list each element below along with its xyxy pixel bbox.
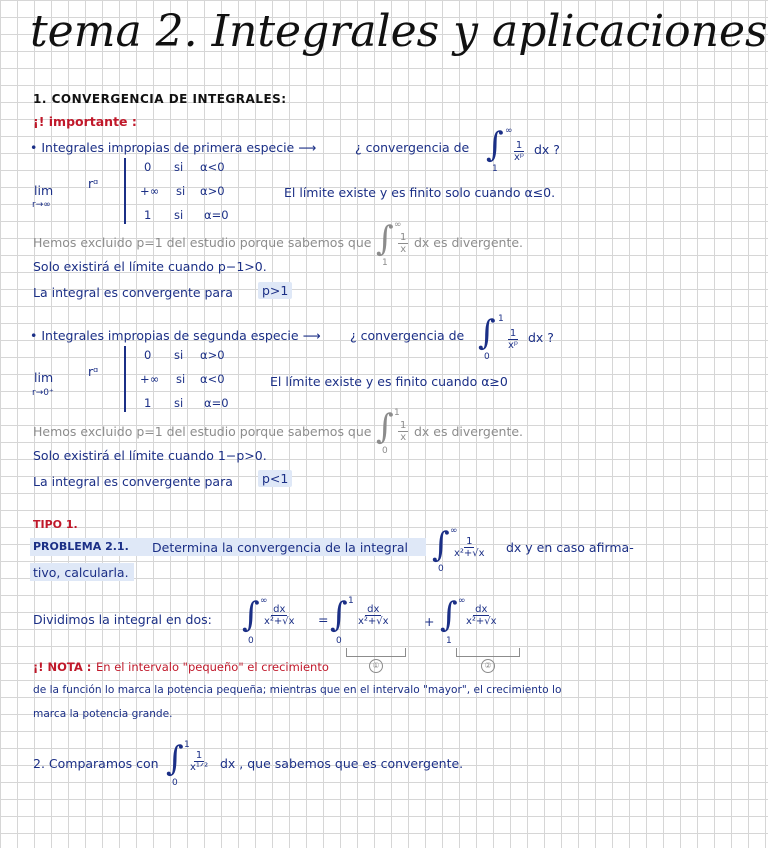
- tipo-label: TIPO 1.: [33, 518, 78, 531]
- case-3-cond: si: [174, 208, 184, 222]
- lim-sub-1: r→∞: [32, 200, 51, 210]
- step2-integrand: [188, 750, 210, 773]
- first-kind-question: ¿ convergencia de: [355, 140, 470, 155]
- int2-den: xᵖ: [508, 340, 519, 351]
- split-int-2: ∫: [330, 595, 348, 635]
- case-1-val: 0: [144, 160, 152, 174]
- case2-3-val: 1: [144, 396, 152, 410]
- excluded-integral-sign-2: ∫: [376, 407, 394, 447]
- excl1-upper: ∞: [394, 220, 402, 230]
- brace-2: [456, 648, 520, 657]
- split-i1-lower: 0: [248, 636, 254, 646]
- case-1-cond: si: [174, 160, 184, 174]
- step2-int-lower: 0: [172, 778, 178, 788]
- note-line1: En el intervalo "pequeño" el crecimiento: [96, 660, 329, 674]
- second-kind-question: ¿ convergencia de: [350, 328, 465, 343]
- second-excluded-text: Hemos excluido p=1 del estudio porque sabemos que: [33, 424, 372, 439]
- step2-integral-sign: ∫: [166, 739, 184, 779]
- lim-sub-2: r→0⁺: [32, 388, 54, 398]
- step2-label: 2. Comparamos con: [33, 756, 159, 771]
- case2-3-rel: α=0: [204, 396, 229, 410]
- split-eq: =: [318, 612, 329, 627]
- lim-label-2: lim: [34, 370, 54, 385]
- case-2-rel: α>0: [200, 184, 225, 198]
- split-i2-lower: 0: [336, 636, 342, 646]
- note-prefix: ¡! NOTA :: [33, 660, 92, 674]
- problem-text-c: tivo, calcularla.: [33, 565, 129, 580]
- note-line3: marca la potencia grande.: [33, 708, 173, 720]
- int1-dx: dx ?: [534, 142, 560, 157]
- case-3-val: 1: [144, 208, 152, 222]
- problem-num: 1: [466, 536, 473, 547]
- case2-1-rel: α>0: [200, 348, 225, 362]
- split-i3-lower: 1: [446, 636, 452, 646]
- split-i2-upper: 1: [348, 596, 354, 606]
- problem-den: x²+√x: [454, 548, 485, 559]
- case2-2-val: +∞: [140, 372, 160, 386]
- split-plus: +: [424, 614, 435, 629]
- split-f3-num: dx: [475, 604, 488, 615]
- problem-text-b: dx y en caso afirma-: [506, 540, 634, 555]
- case2-2-cond: si: [176, 372, 186, 386]
- int2-upper: 1: [498, 314, 504, 324]
- first-kind-bullet: • Integrales impropias de primera especie ⟶: [30, 140, 317, 155]
- r-pow-2: rᵅ: [88, 364, 99, 379]
- excl1-integrand: [398, 232, 408, 255]
- second-exists: Solo existirá el límite cuando 1−p>0.: [33, 448, 267, 463]
- first-conv-text: La integral es convergente para: [33, 285, 233, 300]
- circle-1: ①: [369, 659, 383, 673]
- r-pow-1: rᵅ: [88, 176, 99, 191]
- excl1-den: x: [400, 244, 407, 255]
- int2-lower: 0: [484, 352, 490, 362]
- split-f3-den: x²+√x: [466, 616, 497, 627]
- int1-integrand: [512, 140, 526, 163]
- lim-label-1: lim: [34, 183, 54, 198]
- case2-2-rel: α<0: [200, 372, 225, 386]
- second-kind-note: El límite existe y es finito cuando α≥0: [270, 374, 508, 389]
- integral-sign-1: ∫: [486, 125, 504, 165]
- excluded-integral-sign-1: ∫: [376, 219, 394, 259]
- int2-integrand: [506, 328, 520, 351]
- step2-int-upper: 1: [184, 740, 190, 750]
- second-conv-cond: p<1: [258, 470, 292, 487]
- problem-int-lower: 0: [438, 564, 444, 574]
- second-kind-bullet: • Integrales impropias de segunda especie ⟶: [30, 328, 321, 343]
- problem-integral-sign: ∫: [432, 525, 450, 565]
- step2-den: x¹ᐟ²: [190, 762, 209, 773]
- case2-1-cond: si: [174, 348, 184, 362]
- problem-label: PROBLEMA 2.1.: [33, 540, 129, 553]
- excl1-lower: 1: [382, 258, 388, 268]
- first-kind-note: El límite existe y es finito solo cuando α≤0.: [284, 185, 556, 200]
- case2-3-cond: si: [174, 396, 184, 410]
- split-f1: [262, 604, 297, 627]
- split-f2-num: dx: [367, 604, 380, 615]
- brace-1: [346, 648, 406, 657]
- int1-num: 1: [515, 140, 523, 151]
- split-f3: [464, 604, 499, 627]
- int1-lower: 1: [492, 164, 498, 174]
- case-1-rel: α<0: [200, 160, 225, 174]
- excl2-num: 1: [400, 420, 407, 431]
- excl2-integrand: [398, 420, 408, 443]
- split-f1-den: x²+√x: [264, 616, 295, 627]
- page-title: tema 2. Integrales y aplicaciones: [30, 6, 768, 57]
- problem-text: Determina la convergencia de la integral: [152, 540, 409, 555]
- problem-int-upper: ∞: [450, 526, 458, 536]
- int1-den: xᵖ: [514, 152, 525, 163]
- important-label: ¡! importante :: [33, 114, 137, 129]
- split-f2: [356, 604, 391, 627]
- excl2-lower: 0: [382, 446, 388, 456]
- first-excluded-tail: dx es divergente.: [414, 235, 524, 250]
- case-2-cond: si: [176, 184, 186, 198]
- first-exists: Solo existirá el límite cuando p−1>0.: [33, 259, 267, 274]
- cases-bar-1: [124, 158, 126, 224]
- integral-sign-2: ∫: [478, 313, 496, 353]
- split-int-3: ∫: [440, 595, 458, 635]
- split-f2-den: x²+√x: [358, 616, 389, 627]
- section-heading: 1. CONVERGENCIA DE INTEGRALES:: [33, 92, 287, 106]
- second-conv-text: La integral es convergente para: [33, 474, 233, 489]
- split-int-1: ∫: [242, 595, 260, 635]
- problem-integrand: [452, 536, 487, 559]
- second-excluded-tail: dx es divergente.: [414, 424, 524, 439]
- step2-tail: dx , que sabemos que es convergente.: [220, 756, 464, 771]
- cases-bar-2: [124, 346, 126, 412]
- int2-num: 1: [509, 328, 517, 339]
- split-label: Dividimos la integral en dos:: [33, 612, 212, 627]
- case-2-val: +∞: [140, 184, 160, 198]
- excl2-den: x: [400, 432, 407, 443]
- case2-1-val: 0: [144, 348, 152, 362]
- split-i3-upper: ∞: [458, 596, 466, 606]
- excl1-num: 1: [400, 232, 407, 243]
- case-3-rel: α=0: [204, 208, 229, 222]
- int1-upper: ∞: [505, 126, 513, 136]
- int2-dx: dx ?: [528, 330, 554, 345]
- split-i1-upper: ∞: [260, 596, 268, 606]
- excl2-upper: 1: [394, 408, 400, 418]
- first-conv-cond: p>1: [258, 282, 292, 299]
- split-f1-num: dx: [273, 604, 286, 615]
- circle-2: ②: [481, 659, 495, 673]
- first-excluded-text: Hemos excluido p=1 del estudio porque sabemos que: [33, 235, 372, 250]
- note-line2: de la función lo marca la potencia pequeña; mientras que en el intervalo "mayor", el crecimiento lo: [33, 684, 562, 696]
- step2-num: 1: [195, 750, 203, 761]
